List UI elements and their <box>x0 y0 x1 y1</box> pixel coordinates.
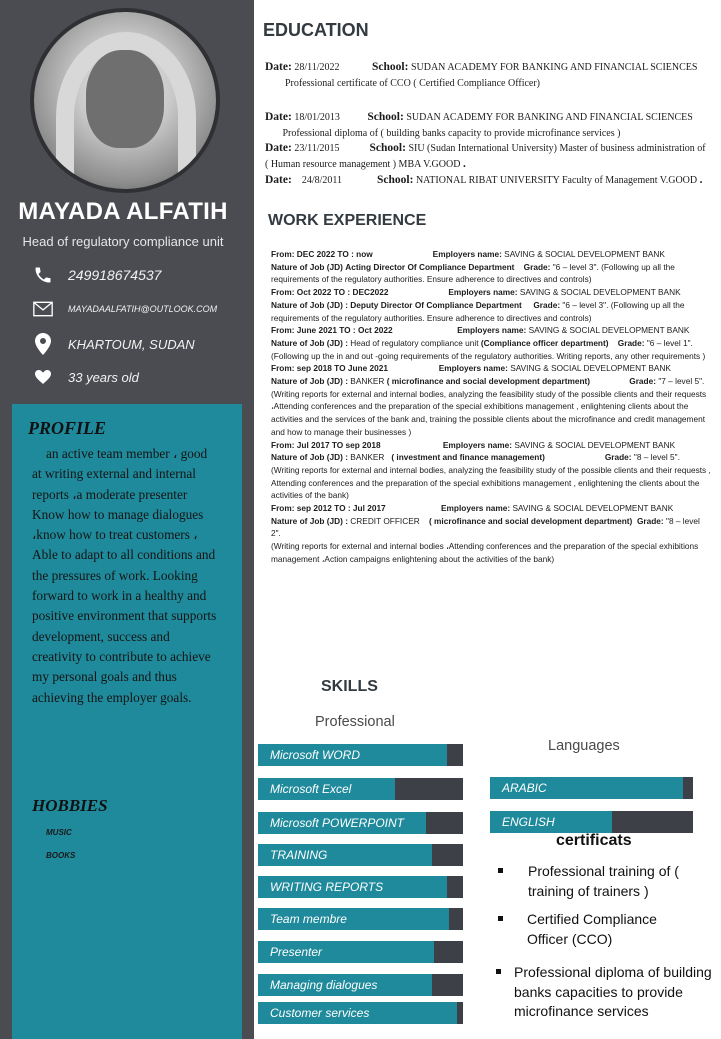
edu-school-label: School: <box>377 174 414 186</box>
certificate-text: Certified Compliance Officer (CCO) <box>527 911 657 947</box>
work-job: BANKER <box>350 452 385 463</box>
work-employer: SAVING & SOCIAL DEVELOPMENT BANK <box>510 363 671 374</box>
phone-icon <box>32 264 54 286</box>
contact-location <box>32 333 195 355</box>
skill-label: Team membre <box>270 912 347 926</box>
phone-number: 249918674537 <box>68 267 162 283</box>
work-job-extra: ( microfinance and social development department) <box>428 515 633 526</box>
work-job-label: Nature of Job (JD) <box>271 261 343 272</box>
edu-school-label: School: <box>372 61 409 73</box>
work-entry <box>271 248 711 286</box>
edu-date: 28/11/2022 <box>294 62 340 73</box>
work-grade: "6 – level 3". <box>562 299 609 310</box>
profile-text: an active team member ، good at writing external and internal reports ،a moderate presenter Know how to manage dialogues ،know how to treat customers ، Able to adapt to all conditions and the pressures of work. Looking forward to work in a healthy and positive environment that supports development, success and creativity to contribute to achieve my personal goals and thus achieving the employer goals. <box>32 446 217 705</box>
work-period: From: sep 2018 TO June 2021 <box>271 363 388 374</box>
edu-detail: Professional diploma of ( building banks capacity to provide microfinance services ) <box>282 127 621 139</box>
edu-detail: . <box>699 174 703 186</box>
skill-bar <box>258 844 463 866</box>
work-grade-label: Grade: <box>636 515 664 526</box>
hobby-item: MUSIC <box>46 828 72 837</box>
skill-bar <box>490 811 693 833</box>
work-job: Head of regulatory compliance unit <box>350 337 479 348</box>
education-entry <box>265 173 710 189</box>
work-grade-label: Grade: <box>604 452 632 463</box>
work-grade: "7 – level 5". <box>658 376 705 387</box>
edu-date: 24/8/2011 <box>301 175 343 186</box>
skill-bar <box>490 777 693 799</box>
work-entry <box>271 362 711 438</box>
languages-heading: Languages <box>548 738 620 754</box>
work-employer: SAVING & SOCIAL DEVELOPMENT BANK <box>514 439 676 450</box>
work-desc: (Writing reports for external and internal bodies, analyzing the feasibility study of the possible clients and their requests , Attending conferences and the preparation of the special exhibitions management , enlightening the clients about the activities of the bank) <box>271 464 711 501</box>
work-employer: SAVING & SOCIAL DEVELOPMENT BANK <box>504 249 665 259</box>
certificate-item <box>496 963 714 1022</box>
work-job-label: Nature of Job (JD) : <box>271 337 348 348</box>
skill-bar <box>258 744 463 766</box>
skill-label: ARABIC <box>502 781 547 795</box>
heart-icon <box>32 366 54 388</box>
work-grade-label: Grade: <box>533 299 561 310</box>
work-desc: (Writing reports for external and internal bodies, analyzing the feasibility study of the possible clients and their requests ،Attending conferences and the preparation of the special exhibitions management , enlightening clients about the activities and the services of the bank and, training the possible clients about the microfinance and credit management and how to manage their businesses ) <box>271 388 707 437</box>
work-employer-label: Employers name: <box>441 503 511 514</box>
work-employer: SAVING & SOCIAL DEVELOPMENT BANK <box>519 287 681 298</box>
work-employer-label: Employers name: <box>442 439 513 450</box>
skill-bar <box>258 908 463 930</box>
edu-date-label: Date: <box>265 142 292 154</box>
certificates-heading: certificats <box>556 832 632 849</box>
edu-date: 18/01/2013 <box>294 112 340 123</box>
edu-date: 23/11/2015 <box>294 143 340 154</box>
work-job: Deputy Director Of Compliance Department <box>350 299 522 310</box>
work-grade: "6 – level 1". <box>646 337 693 348</box>
location-text: KHARTOUM, SUDAN <box>68 336 195 352</box>
work-employer: SAVING & SOCIAL DEVELOPMENT BANK <box>512 503 674 514</box>
skill-bar <box>258 974 463 996</box>
skill-bar <box>258 778 463 800</box>
work-employer-label: Employers name: <box>438 363 508 374</box>
work-period: From: June 2021 TO : Oct 2022 <box>271 325 393 336</box>
edu-school-label: School: <box>369 142 406 154</box>
skill-label: Microsoft WORD <box>270 748 360 762</box>
edu-date-label: Date: <box>265 61 292 73</box>
profile-panel <box>12 404 242 1039</box>
work-job: BANKER <box>350 376 385 387</box>
work-job-label: Nature of Job (JD) : <box>271 376 348 387</box>
bullet-square-icon <box>496 969 501 974</box>
edu-school: SIU (Sudan International University) Master of business administration of ( Human resource management ) MBA V.GOOD <box>265 143 706 170</box>
work-job: Acting Director Of Compliance Department <box>345 261 515 272</box>
skill-label: WRITING REPORTS <box>270 880 384 894</box>
work-grade: "6 – level 3". <box>552 261 599 272</box>
skill-label: ENGLISH <box>502 815 555 829</box>
skill-bar <box>258 812 463 834</box>
work-period: From: Oct 2022 TO : DEC2022 <box>271 287 389 298</box>
edu-school: NATIONAL RIBAT UNIVERSITY Faculty of Management V.GOOD <box>415 175 698 186</box>
work-period: From: DEC 2022 TO : now <box>271 249 373 259</box>
skill-bar <box>258 941 463 963</box>
skill-label: Microsoft POWERPOINT <box>270 816 405 830</box>
education-entry <box>265 141 710 172</box>
certificate-text: Professional diploma of building banks capacities to provide microfinance services <box>514 964 712 1019</box>
bullet-square-icon <box>498 916 503 921</box>
age-text: 33 years old <box>68 369 139 385</box>
work-grade-label: Grade: <box>629 376 656 387</box>
edu-school: SUDAN ACADEMY FOR BANKING AND FINANCIAL SCIENCES <box>406 112 693 123</box>
person-title: Head of regulatory compliance unit <box>22 234 224 249</box>
work-desc: (Following up the in and out -going requirements of the regulatory authorities. Writing reports, any other requirements ) <box>271 350 706 361</box>
email-address: MAYADAALFATIH@OUTLOOK.COM <box>68 304 218 314</box>
work-entry <box>271 502 711 566</box>
location-pin-icon <box>32 333 54 355</box>
work-employer-label: Employers name: <box>457 325 527 336</box>
work-job-extra: ( investment and finance management) <box>391 452 545 463</box>
envelope-icon <box>32 298 54 320</box>
certificate-text: Professional training of ( training of trainers ) <box>528 863 679 899</box>
contact-email <box>32 298 217 320</box>
edu-detail: Professional certificate of CCO ( Certified Compliance Officer) <box>285 77 541 89</box>
work-job-label: Nature of Job (JD) : <box>271 299 348 310</box>
education-heading: EDUCATION <box>263 20 369 40</box>
hobby-item: BOOKS <box>46 851 76 860</box>
work-list <box>271 248 711 566</box>
professional-heading: Professional <box>315 714 395 730</box>
work-entry <box>271 439 711 503</box>
edu-date-label: Date: <box>265 111 292 123</box>
work-desc: (Following up all the requirements of the regulatory authorities. Ensure adherence to directives and controls) <box>271 299 685 323</box>
photo-face-shape <box>86 50 164 148</box>
edu-school: SUDAN ACADEMY FOR BANKING AND FINANCIAL SCIENCES <box>410 62 698 73</box>
skill-bar <box>258 876 463 898</box>
work-employer-label: Employers name: <box>432 249 502 259</box>
work-job-extra: (Compliance officer department) <box>480 337 609 348</box>
skill-bar <box>258 1002 463 1024</box>
hobbies-heading: HOBBIES <box>32 796 108 815</box>
work-employer: SAVING & SOCIAL DEVELOPMENT BANK <box>528 325 690 336</box>
work-heading: WORK EXPERIENCE <box>268 212 427 229</box>
work-grade-label: Grade: <box>523 261 551 272</box>
edu-detail: . <box>462 157 466 170</box>
work-desc: (Writing reports for external and internal bodies ،Attending conferences and the preparation of the special exhibitions management ،Action campaigns enlightening about the activities of the bank) <box>271 541 699 564</box>
skills-heading: SKILLS <box>321 678 378 695</box>
profile-heading: PROFILE <box>28 418 107 438</box>
work-job-extra: ( microfinance and social development department) <box>386 376 591 387</box>
work-grade: "8 – level 5". <box>633 452 680 463</box>
person-name: MAYADA ALFATIH <box>18 198 228 225</box>
certificate-item <box>498 862 698 901</box>
bullet-square-icon <box>498 868 503 873</box>
skill-label: Customer services <box>270 1006 370 1020</box>
work-period: From: Jul 2017 TO sep 2018 <box>271 439 381 450</box>
work-desc: (Following up all the requirements of the regulatory authorities. Ensure adherence to directives and controls) <box>271 261 675 285</box>
skill-label: TRAINING <box>270 848 328 862</box>
skill-label: Managing dialogues <box>270 978 378 992</box>
profile-photo <box>30 8 220 193</box>
edu-date-label: Date: <box>265 174 292 186</box>
contact-phone <box>32 264 161 286</box>
work-job-label: Nature of Job (JD) : <box>271 515 348 526</box>
work-entry <box>271 286 711 324</box>
skill-label: Presenter <box>270 945 323 959</box>
edu-school-label: School: <box>367 111 404 123</box>
work-grade: "8 – level 2". <box>271 515 700 539</box>
skill-label: Microsoft Excel <box>270 782 352 796</box>
work-job: CREDIT OFFICER <box>350 515 420 526</box>
work-entry <box>271 324 711 362</box>
work-job-label: Nature of Job (JD) : <box>271 452 348 463</box>
work-period: From: sep 2012 TO : Jul 2017 <box>271 503 386 514</box>
education-entry <box>265 110 710 141</box>
work-grade-label: Grade: <box>617 337 645 348</box>
education-entry <box>265 60 710 91</box>
contact-age <box>32 366 139 388</box>
certificate-item <box>498 910 698 949</box>
sidebar <box>0 0 254 1039</box>
work-employer-label: Employers name: <box>448 287 518 298</box>
